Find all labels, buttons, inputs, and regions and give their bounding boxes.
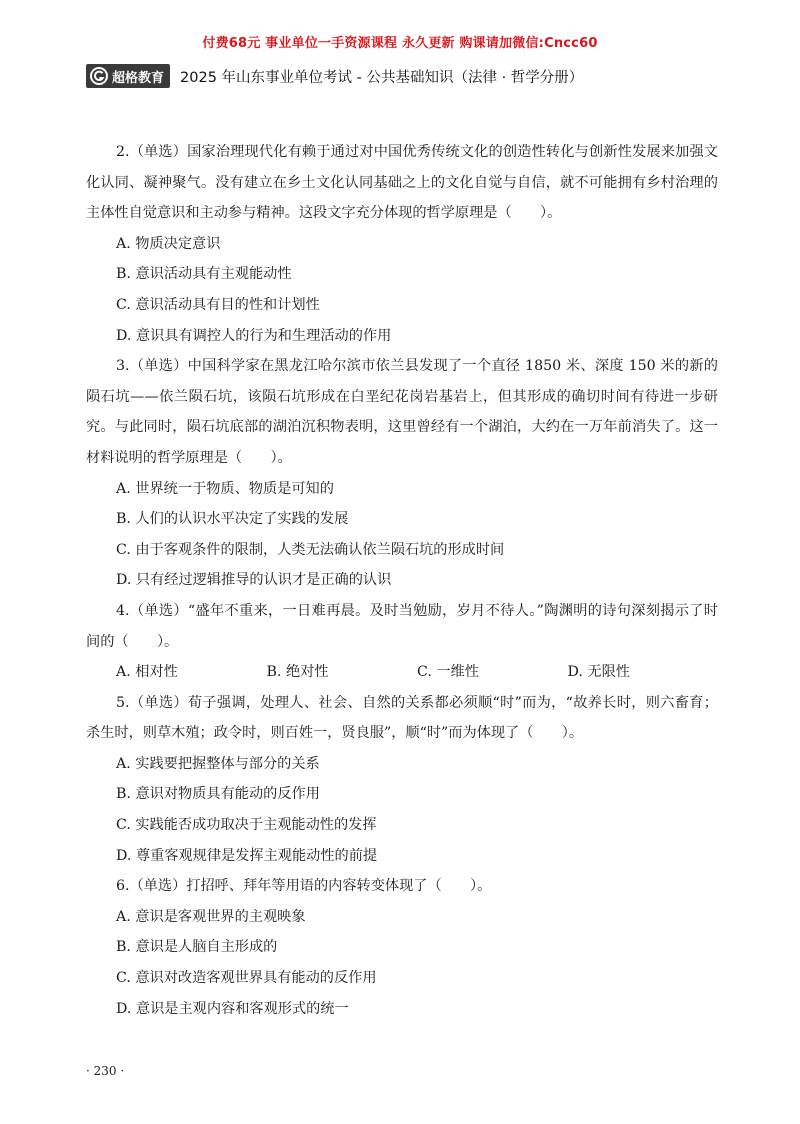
page-header	[86, 62, 726, 90]
option-c: C. 意识活动具有目的性和计划性	[116, 296, 320, 313]
question-stem: 2.（单选）国家治理现代化有赖于通过对中国优秀传统文化的创造性转化与创新性发展来加强文化认同、凝神聚气。没有建立在乡土文化认同基础之上的文化自觉与自信，就不可能拥有乡村治理的主体性自觉意识和主动参与精神。这段文字充分体现的哲学原理是（ ）。	[86, 144, 718, 222]
option-b: B. 人们的认识水平决定了实践的发展	[116, 511, 349, 528]
option-c: C. 意识对改造客观世界具有能动的反作用	[116, 970, 377, 987]
option-c: C. 一维性	[417, 664, 479, 681]
option-d: D. 意识是主观内容和客观形式的统一	[116, 1000, 349, 1017]
option-c: C. 由于客观条件的限制，人类无法确认依兰陨石坑的形成时间	[116, 541, 505, 558]
question-stem: 5.（单选）荀子强调，处理人、社会、自然的关系都必须顺“时”而为，“故养长时，则六畜育；杀生时，则草木殖；政令时，则百姓一，贤良服”，顺“时”而为体现了（ ）。	[86, 694, 718, 742]
logo-icon	[90, 67, 108, 85]
question-stem: 3.（单选）中国科学家在黑龙江哈尔滨市依兰县发现了一个直径 1850 米、深度 150 米的新的陨石坑——依兰陨石坑，该陨石坑形成在白垩纪花岗岩基岩上，但其形成的确切时间有待进一步研究。与此同时，陨石坑底部的湖泊沉积物表明，这里曾经有一个湖泊，大约在一万年前消失了。这一材料说明的哲学原理是（ ）。	[86, 358, 718, 466]
header-title: 2025 年山东事业单位考试 - 公共基础知识（法律 · 哲学分册）	[180, 69, 584, 86]
logo	[86, 64, 170, 88]
option-b: B. 意识对物质具有能动的反作用	[116, 786, 320, 803]
option-b: B. 意识是人脑自主形成的	[116, 939, 278, 956]
option-d: D. 无限性	[567, 664, 630, 681]
option-d: D. 意识具有调控人的行为和生理活动的作用	[116, 327, 392, 344]
promo-banner: 付费68元 事业单位一手资源课程 永久更新 购课请加微信:Cncc60	[202, 36, 598, 51]
option-a: A. 实践要把握整体与部分的关系	[116, 755, 320, 772]
question-stem: 4.（单选）“盛年不重来，一日难再晨。及时当勉励，岁月不待人。”陶渊明的诗句深刻揭示了时间的（ ）。	[86, 602, 718, 650]
option-d: D. 只有经过逻辑推导的认识才是正确的认识	[116, 572, 392, 589]
option-b: B. 意识活动具有主观能动性	[116, 266, 292, 283]
option-d: D. 尊重客观规律是发挥主观能动性的前提	[116, 847, 378, 864]
option-a: A. 意识是客观世界的主观映象	[116, 908, 306, 925]
option-a: A. 相对性	[116, 664, 178, 681]
option-b: B. 绝对性	[266, 664, 329, 681]
option-a: A. 物质决定意识	[116, 235, 221, 252]
option-a: A. 世界统一于物质、物质是可知的	[116, 480, 334, 497]
question-stem: 6.（单选）打招呼、拜年等用语的内容转变体现了（ ）。	[116, 878, 492, 895]
option-row	[86, 657, 718, 688]
logo-text: 超格教育	[112, 70, 165, 86]
page-number: · 230 ·	[86, 1064, 125, 1078]
option-c: C. 实践能否成功取决于主观能动性的发挥	[116, 817, 377, 834]
question-list	[86, 137, 718, 1024]
